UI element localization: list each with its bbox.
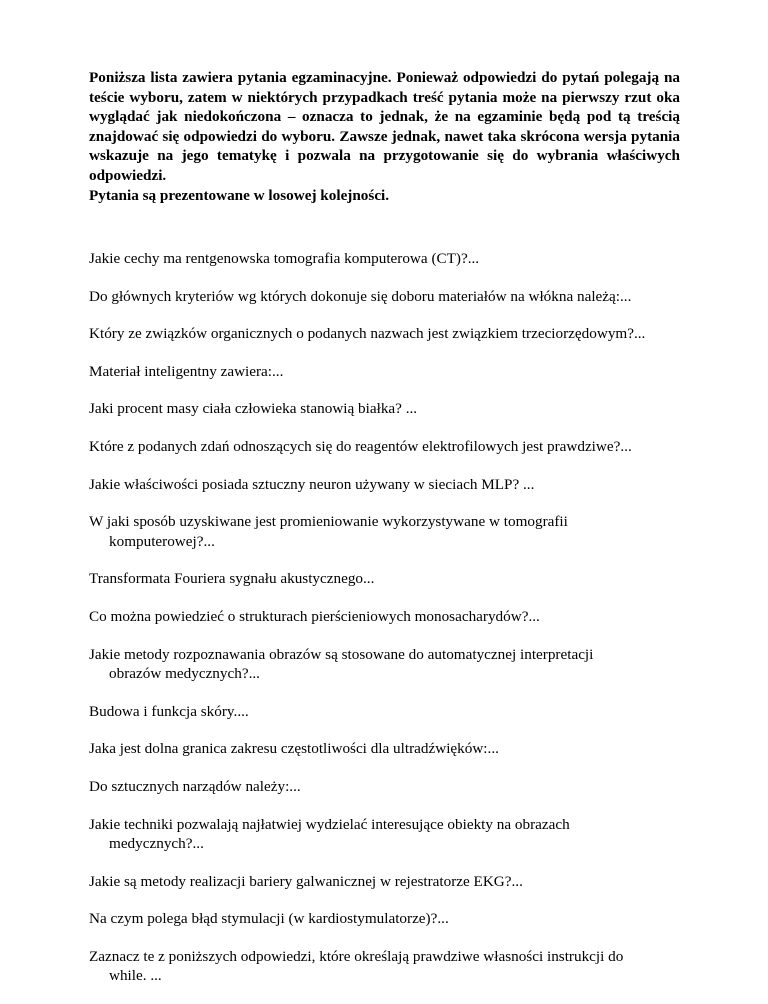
question-item: Transformata Fouriera sygnału akustycznego... <box>89 570 375 588</box>
question-item: Które z podanych zdań odnoszących się do reagentów elektrofilowych jest prawdziwe?... <box>89 437 632 455</box>
question-item: Co można powiedzieć o strukturach pierścieniowych monosacharydów?... <box>89 607 540 625</box>
question-item: Jakie metody rozpoznawania obrazów są stosowane do automatycznej interpretacji obrazów medycznych?... <box>89 645 594 683</box>
intro-paragraph: Poniższa lista zawiera pytania egzaminacyjne. Ponieważ odpowiedzi do pytań polegają na teście wyboru, zatem w niektórych przypadkach treść pytania może na pierwszy rzut oka wyglądać jak niedokończona – oznacza to jednak, że na egzaminie będą pod tą treścią znajdować się odpowiedzi do wyboru. Zawsze jednak, nawet taka skrócona wersja pytania wskazuje na jego tematykę i pozwala na przygotowanie się do wybrania właściwych odpowiedzi. <box>89 69 680 184</box>
question-item: Do głównych kryteriów wg których dokonuje się doboru materiałów na włókna należą:... <box>89 287 632 305</box>
intro-note: Pytania są prezentowane w losowej kolejności. <box>89 186 390 204</box>
question-list <box>89 249 649 1004</box>
question-item: Jakie cechy ma rentgenowska tomografia komputerowa (CT)?... <box>89 250 480 267</box>
question-item: Który ze związków organicznych o podanych nazwach jest związkiem trzeciorzędowym?... <box>89 325 646 343</box>
question-item: Budowa i funkcja skóry.... <box>89 702 249 720</box>
question-item: Zaznacz te z poniższych odpowiedzi, które określają prawdziwe własności instrukcji do while. ... <box>89 947 624 985</box>
question-item: W jaki sposób uzyskiwane jest promieniowanie wykorzystywane w tomografii komputerowej?... <box>89 513 568 550</box>
question-item: Jakie właściwości posiada sztuczny neuron używany w sieciach MLP? ... <box>89 475 535 493</box>
question-item: Jaki procent masy ciała człowieka stanowią białka? ... <box>89 400 418 418</box>
question-item: Na czym polega błąd stymulacji (w kardiostymulatorze)?... <box>89 910 449 928</box>
question-item: Materiał inteligentny zawiera:... <box>89 362 284 380</box>
question-item: Jakie są metody realizacji bariery galwanicznej w rejestratorze EKG?... <box>89 872 523 890</box>
question-item: Jaka jest dolna granica zakresu częstotliwości dla ultradźwięków:... <box>89 740 499 758</box>
question-item: Do sztucznych narządów należy:... <box>89 777 301 795</box>
question-item: Jakie techniki pozwalają najłatwiej wydzielać interesujące obiekty na obrazach medycznych?... <box>89 815 570 853</box>
intro-section <box>89 68 680 205</box>
